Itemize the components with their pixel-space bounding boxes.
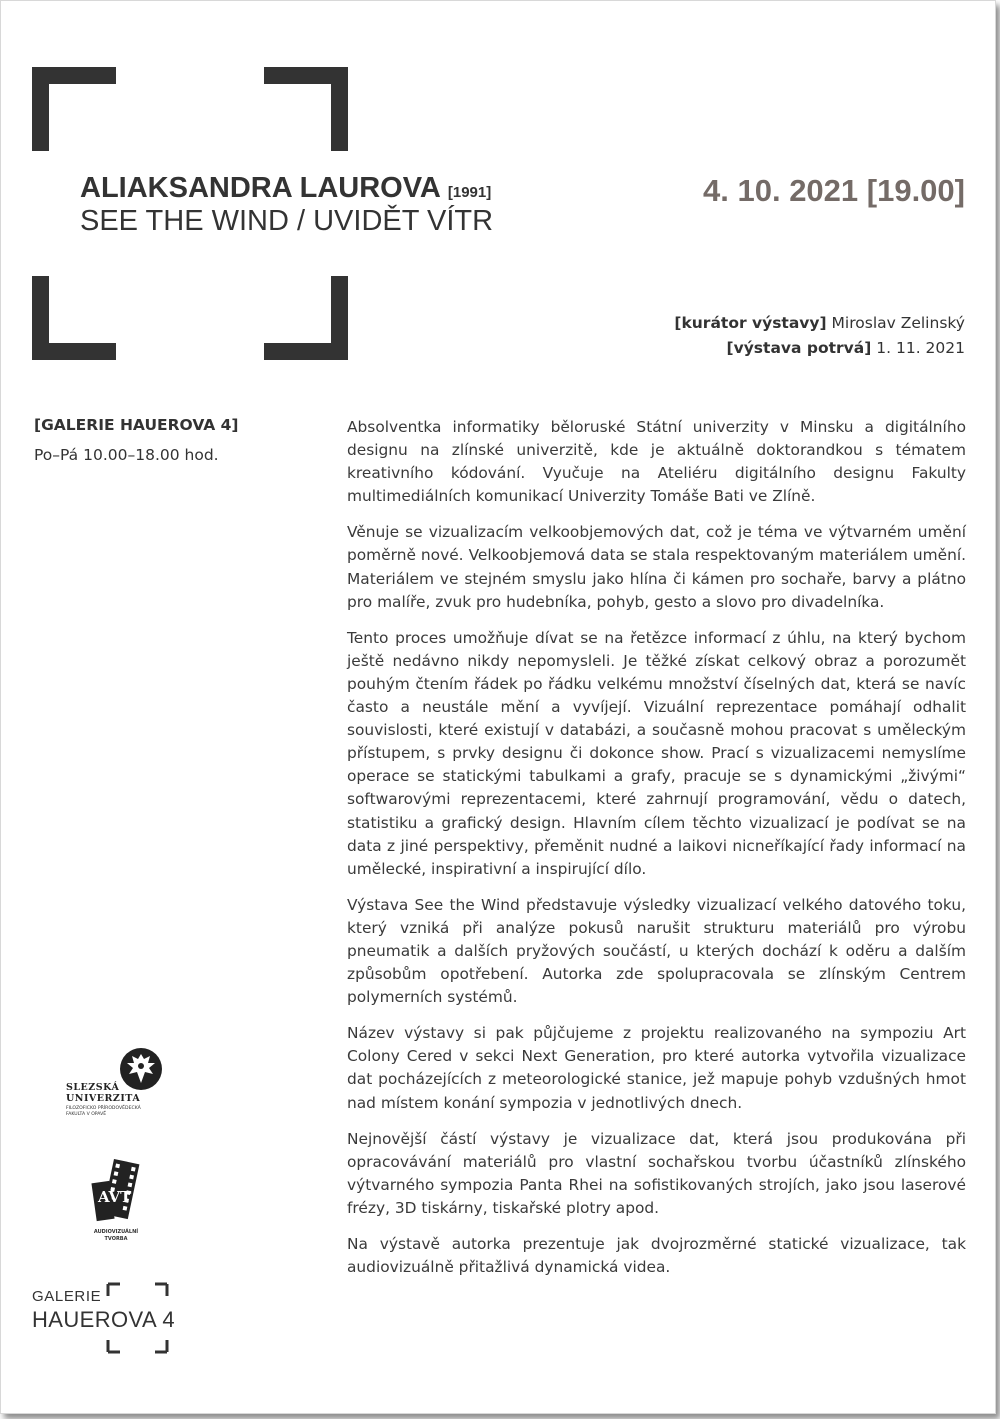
frame-corner-top-left — [32, 67, 116, 151]
end-date-label: [výstava potrvá] — [726, 339, 872, 357]
paragraph: Věnuje se vizualizacím velkoobjemových dat, což je téma ve výtvarném umění poměrně nové. Velkoobjemová data se stala respektovaným materiálem umění. Materiálem ve stejném smyslu jako hlína či kámen pro sochaře, barvy a plátno pro malíře, zvuk pro hudebníka, pohyb, gesto a slovo pro divadelníka. — [347, 523, 966, 611]
frame-corner-bottom-right — [264, 276, 348, 360]
paragraph: Na výstavě autorka prezentuje jak dvojrozměrné statické vizualizace, tak audiovizuálně přitažlivá dynamická videa. — [347, 1235, 966, 1277]
gallery-hours: Po–Pá 10.00–18.00 hod. — [34, 446, 219, 464]
exhibition-title: SEE THE WIND / UVIDĚT VÍTR — [80, 205, 494, 237]
paragraph: Výstava See the Wind představuje výsledky vizualizací velkého datového toku, který vzniká při analýze pokusů narušit strukturu materiálů pro výrobu pneumatik a dalších pryžových součástí, u kterých dochází k oděru a dalším způsobům opotřebení. Autorka zde spolupracovala se zlínským Centrem polymerních systémů. — [347, 895, 966, 1007]
opening-date: 4. 10. 2021 [19.00] — [703, 173, 965, 208]
su-faculty: FILOZOFICKO PŘÍRODOVĚDECKÁ FAKULTA V OPAVĚ — [66, 1106, 141, 1117]
curator-name: Miroslav Zelinský — [831, 314, 965, 332]
paragraph: Nejnovější částí výstavy je vizualizace dat, která jsou produkována při opracovávání materiálů pro vlastní sochařskou tvorbu účastníků zlínského výtvarného sympozia Panta Rhei na sofistikovaných strojích, jako jsou laserové frézy, 3D tiskárny, tiskařské plotry apod. — [347, 1129, 966, 1217]
eagle-emblem-icon — [119, 1047, 163, 1091]
slezska-univerzita-logo — [66, 1047, 166, 1131]
artist-name-text: ALIAKSANDRA LAUROVA — [80, 172, 440, 204]
frame-corner-top-right — [264, 67, 348, 151]
artist-year: [1991] — [447, 184, 492, 201]
su-name-line2: UNIVERZITA — [66, 1093, 141, 1104]
article-body — [347, 416, 966, 1292]
galerie-label: GALERIE — [32, 1288, 102, 1305]
curator-label: [kurátor výstavy] — [674, 314, 827, 332]
frame-corner-bottom-left — [32, 276, 116, 360]
end-date-value: 1. 11. 2021 — [876, 339, 965, 357]
av-caption: AUDIOVIZUÁLNÍ TVORBA — [93, 1229, 139, 1242]
film-strip-icon — [86, 1158, 146, 1228]
paragraph: Absolventka informatiky běloruské Státní univerzity v Minsku a digitálního designu na zlínské univerzitě, kde je aktuálně doktorandkou s tématem kreativního kódování. Vyučuje na Ateliéru digitálního designu Fakulty multimediálních komunikací Univerzity Tomáše Bati ve Zlíně. — [347, 418, 966, 506]
galerie-name: HAUEROVA 4 — [32, 1307, 175, 1332]
audiovizualni-tvorba-logo — [86, 1158, 146, 1248]
end-date-line — [674, 336, 965, 361]
gallery-heading: [GALERIE HAUEROVA 4] — [34, 416, 239, 434]
artist-name — [80, 172, 491, 205]
exhibition-meta — [674, 311, 965, 361]
curator-line — [674, 311, 965, 336]
galerie-hauerova-logo — [32, 1282, 202, 1356]
su-name-line1: SLEZSKÁ — [66, 1082, 120, 1093]
paragraph: Tento proces umožňuje dívat se na řetězce informací z úhlu, na který bychom ještě nedávno nikdy nepomysleli. Je těžké získat celkový obraz a porozumět pouhým čtením řádek po řádku velkému množství číselných dat, která se navíc často a neustále mění a vyvíjejí. Vizuální reprezentace pomáhají odhalit souvislosti, které existují v databázi, a současně mohou pracovat s uměleckým přístupem, s prvky designu či dokonce show. Prací s vizualizacemi nemyslíme operace se statickými tabulkami a grafy, pracuje se s dynamickými „živými“ softwarovými reprezentacemi, které zahrnují programování, vědu o datech, statistiku a grafický design. Hlavním cílem těchto vizualizací je podívat se na data z jiné perspektivy, přeměnit nudné a laikovi nicneříkající řady informací na umělecké, inspirativní a inspirující dílo. — [347, 628, 966, 878]
av-mark: AVT — [98, 1188, 132, 1206]
paragraph: Název výstavy si pak půjčujeme z projektu realizovaného na sympoziu Art Colony Cered v sekci Next Generation, pro které autorka vytvořila vizualizace dat pocházejících z meteorologické stanice, jež mapuje pohyb vzdušných hmot nad místem konání sympozia v jednotlivých dnech. — [347, 1024, 966, 1112]
